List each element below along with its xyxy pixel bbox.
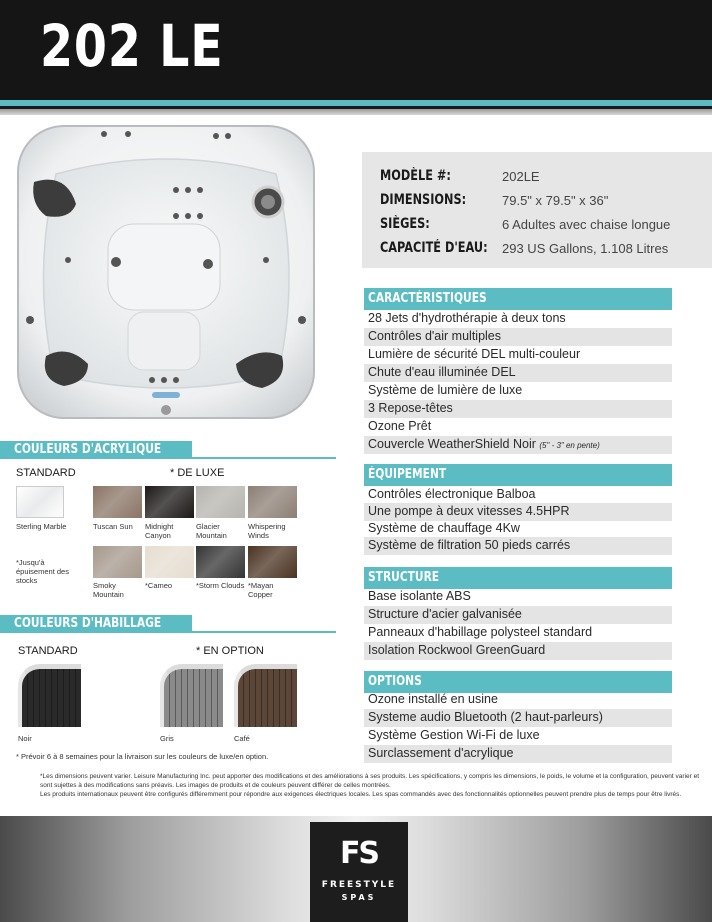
swatch-glacier-mountain xyxy=(196,486,245,518)
list-item-text: Contrôles électronique Balboa xyxy=(368,487,536,501)
page-title: 202 LE xyxy=(40,12,224,80)
section-header-options xyxy=(364,671,672,693)
cabinet-gris xyxy=(160,664,223,727)
section-header-equipement xyxy=(364,464,672,486)
habillage-option-label: * EN OPTION xyxy=(196,645,264,657)
spec-value: 202LE xyxy=(502,169,540,184)
cabinet-cafe xyxy=(234,664,297,727)
swatch-caption: Tuscan Sun xyxy=(93,522,133,531)
list-item xyxy=(364,400,672,418)
cabinet-noir xyxy=(18,664,81,727)
cabinet-caption: Café xyxy=(234,734,250,743)
spa-top-view-image xyxy=(16,124,316,420)
stock-note: *Jusqu'à épuisement des stocks xyxy=(16,558,69,585)
header-bar xyxy=(0,0,712,100)
spec-row-seats xyxy=(380,216,710,240)
list-item xyxy=(364,624,672,642)
section-title: ÉQUIPEMENT xyxy=(368,467,447,482)
list-item-text: Surclassement d'acrylique xyxy=(368,746,514,760)
acrylique-standard-label: STANDARD xyxy=(16,467,76,479)
swatch-caption: *Mayan Copper xyxy=(248,581,274,599)
swatch-caption: Whispering Winds xyxy=(248,522,286,540)
spec-key: SIÈGES: xyxy=(380,216,430,232)
swatch-smoky-mountain xyxy=(93,546,142,578)
list-item-text xyxy=(368,437,600,451)
section-title: COULEURS D'HABILLAGE xyxy=(14,616,162,631)
swatch-caption: *Cameo xyxy=(145,581,173,590)
spec-row-model xyxy=(380,168,710,192)
swatch-tuscan-sun xyxy=(93,486,142,518)
list-item-text: Isolation Rockwool GreenGuard xyxy=(368,643,546,657)
list-item xyxy=(364,727,672,745)
cover-text: Couvercle WeatherShield Noir xyxy=(368,437,536,451)
delivery-note: * Prévoir 6 à 8 semaines pour la livraison sur les couleurs de luxe/en option. xyxy=(16,752,269,761)
list-item xyxy=(364,691,672,709)
list-item xyxy=(364,745,672,763)
list-item-text: Ozone installé en usine xyxy=(368,692,498,706)
list-item-text: 28 Jets d'hydrothérapie à deux tons xyxy=(368,311,566,325)
cabinet-caption: Gris xyxy=(160,734,174,743)
list-item-text: 3 Repose-têtes xyxy=(368,401,453,415)
list-item xyxy=(364,503,672,521)
spec-value: 293 US Gallons, 1.108 Litres xyxy=(502,241,669,256)
habillage-standard-label: STANDARD xyxy=(18,645,78,657)
logo-mark: FS xyxy=(339,836,379,871)
list-item-text: Contrôles d'air multiples xyxy=(368,329,501,343)
list-item-text: Système de lumière de luxe xyxy=(368,383,523,397)
swatch-caption: Smoky Mountain xyxy=(93,581,124,599)
section-header-structure xyxy=(364,567,672,589)
section-title: COULEURS D'ACRYLIQUE xyxy=(14,442,162,457)
spec-box xyxy=(362,152,712,268)
list-item xyxy=(364,418,672,436)
acrylique-luxe-label: * DE LUXE xyxy=(170,467,225,479)
swatch-mayan-copper xyxy=(248,546,297,578)
list-item-text: Ozone Prêt xyxy=(368,419,432,433)
swatch-sterling-marble xyxy=(16,486,64,518)
spec-key: CAPACITÉ D'EAU: xyxy=(380,240,488,256)
list-item xyxy=(364,328,672,346)
spec-value: 6 Adultes avec chaise longue xyxy=(502,217,671,232)
disclaimer-line: Les produits internationaux peuvent être configurés différemment pour répondre aux exigences électriques locales. Les spas commandés avec des fonctionnalités optionnelles peuvent prendre plus de temps pour être livrés. xyxy=(40,791,682,798)
list-item xyxy=(364,520,672,538)
cabinet-caption: Noir xyxy=(18,734,32,743)
spec-key: DIMENSIONS: xyxy=(380,192,467,208)
list-item xyxy=(364,382,672,400)
section-title: STRUCTURE xyxy=(368,570,440,585)
swatch-caption: *Storm Clouds xyxy=(196,581,245,590)
silver-stripe xyxy=(0,109,712,115)
section-title: OPTIONS xyxy=(368,674,422,689)
list-item xyxy=(364,709,672,727)
logo-line2: SPAS xyxy=(341,893,377,902)
freestyle-spas-logo xyxy=(310,822,408,922)
section-header-caracteristiques xyxy=(364,288,672,310)
list-item xyxy=(364,310,672,328)
list-item-text: Chute d'eau illuminée DEL xyxy=(368,365,516,379)
swatch-caption: Glacier Mountain xyxy=(196,522,227,540)
list-item xyxy=(364,346,672,364)
list-item xyxy=(364,606,672,624)
spec-row-dimensions xyxy=(380,192,710,216)
section-title: CARACTÉRISTIQUES xyxy=(368,291,487,306)
swatch-cameo xyxy=(145,546,194,578)
list-item xyxy=(364,436,672,454)
list-item-text: Base isolante ABS xyxy=(368,589,471,603)
list-item-text: Une pompe à deux vitesses 4.5HPR xyxy=(368,504,570,518)
list-item-text: Lumière de sécurité DEL multi-couleur xyxy=(368,347,581,361)
spec-row-capacity xyxy=(380,240,710,264)
swatch-caption: Sterling Marble xyxy=(16,522,67,531)
swatch-midnight-canyon xyxy=(145,486,194,518)
section-rule xyxy=(0,457,336,459)
list-item-text: Système de filtration 50 pieds carrés xyxy=(368,538,571,552)
list-item xyxy=(364,486,672,504)
disclaimer xyxy=(40,772,700,799)
disclaimer-line: *Les dimensions peuvent varier. Leisure Manufacturing Inc. peut apporter des modifications et des améliorations à ses produits. Les spécifications, y compris les dimensions, le poids, le volume et la configuration, peuvent varier et sont sujettes à des modifications sans préavis. Les images de produits et de couleurs peuvent différer de celles montrées. xyxy=(40,773,700,789)
swatch-caption: Midnight Canyon xyxy=(145,522,174,540)
spec-key: MODÈLE #: xyxy=(380,168,451,184)
list-item-text: Système de chauffage 4Kw xyxy=(368,521,520,535)
list-item-text: Structure d'acier galvanisée xyxy=(368,607,522,621)
spec-value: 79.5" x 79.5" x 36" xyxy=(502,193,609,208)
list-item-text: Panneaux d'habillage polysteel standard xyxy=(368,625,593,639)
list-item xyxy=(364,588,672,606)
list-item-text: Système Gestion Wi-Fi de luxe xyxy=(368,728,540,742)
cover-note: (5" - 3" en pente) xyxy=(539,441,600,450)
section-rule xyxy=(0,631,336,633)
list-item-text: Systeme audio Bluetooth (2 haut-parleurs) xyxy=(368,710,603,724)
list-item xyxy=(364,364,672,382)
list-item xyxy=(364,642,672,660)
swatch-storm-clouds xyxy=(196,546,245,578)
logo-line1: FREESTYLE xyxy=(321,880,397,890)
list-item xyxy=(364,537,672,555)
swatch-whispering-winds xyxy=(248,486,297,518)
